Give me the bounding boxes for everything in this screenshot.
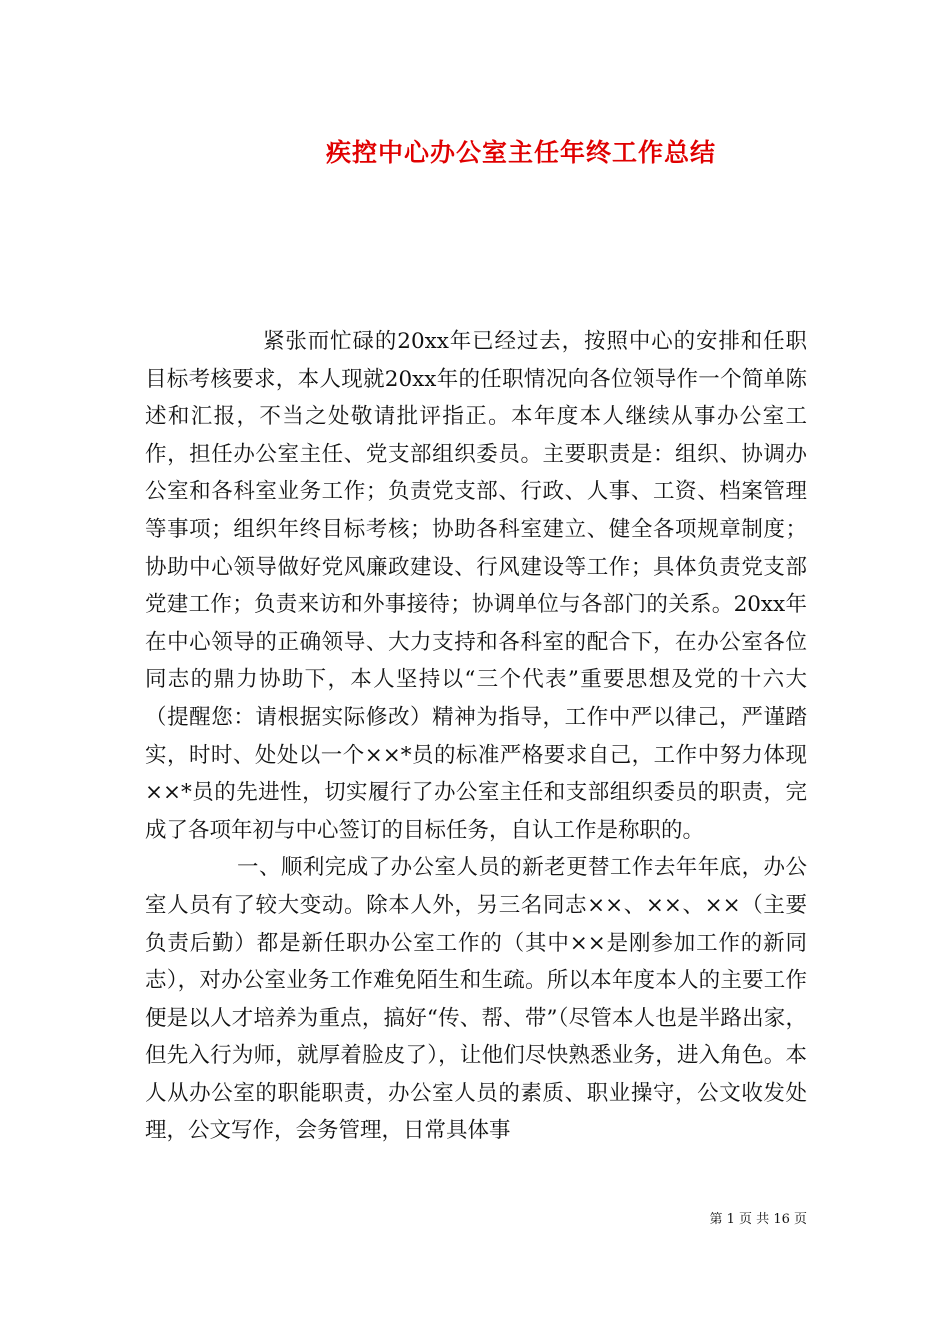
document-body [145, 323, 807, 1150]
page-number: 第 1 页 共 16 页 [709, 1212, 807, 1227]
paragraph-intro: 紧张而忙碌的20xx年已经过去，按照中心的安排和任职目标考核要求，本人现就20xx年的任职情况向各位领导作一个简单陈述和汇报，不当之处敬请批评指正。本年度本人继续从事办公室工作，担任办公室主任、党支部组织委员。主要职责是：组织、协调办公室和各科室业务工作；负责党支部、行政、人事、工资、档案管理等事项；组织年终目标考核；协助各科室建立、健全各项规章制度；协助中心领导做好党风廉政建设、行风建设等工作；具体负责党支部党建工作；负责来访和外事接待；协调单位与各部门的关系。20xx年在中心领导的正确领导、大力支持和各科室的配合下，在办公室各位同志的鼎力协助下，本人坚持以“三个代表”重要思想及党的十六大（提醒您：请根据实际修改）精神为指导，工作中严以律己，严谨踏实，时时、处处以一个××*员的标准严格要求自己，工作中努力体现××*员的先进性，切实履行了办公室主任和支部组织委员的职责，完成了各项年初与中心签订的目标任务，自认工作是称职的。 [145, 329, 807, 843]
paragraph-section-one: 一、顺利完成了办公室人员的新老更替工作去年年底，办公室人员有了较大变动。除本人外，另三名同志××、××、××（主要负责后勤）都是新任职办公室工作的（其中××是刚参加工作的新同志），对办公室业务工作难免陌生和生疏。所以本年度本人的主要工作便是以人才培养为重点，搞好“传、帮、带”（尽管本人也是半路出家，但先入行为师，就厚着脸皮了），让他们尽快熟悉业务，进入角色。本人从办公室的职能职责，办公室人员的素质、职业操守，公文收发处理，公文写作，会务管理，日常具体事 [145, 855, 807, 1144]
document-title: 疾控中心办公室主任年终工作总结 [325, 138, 716, 167]
